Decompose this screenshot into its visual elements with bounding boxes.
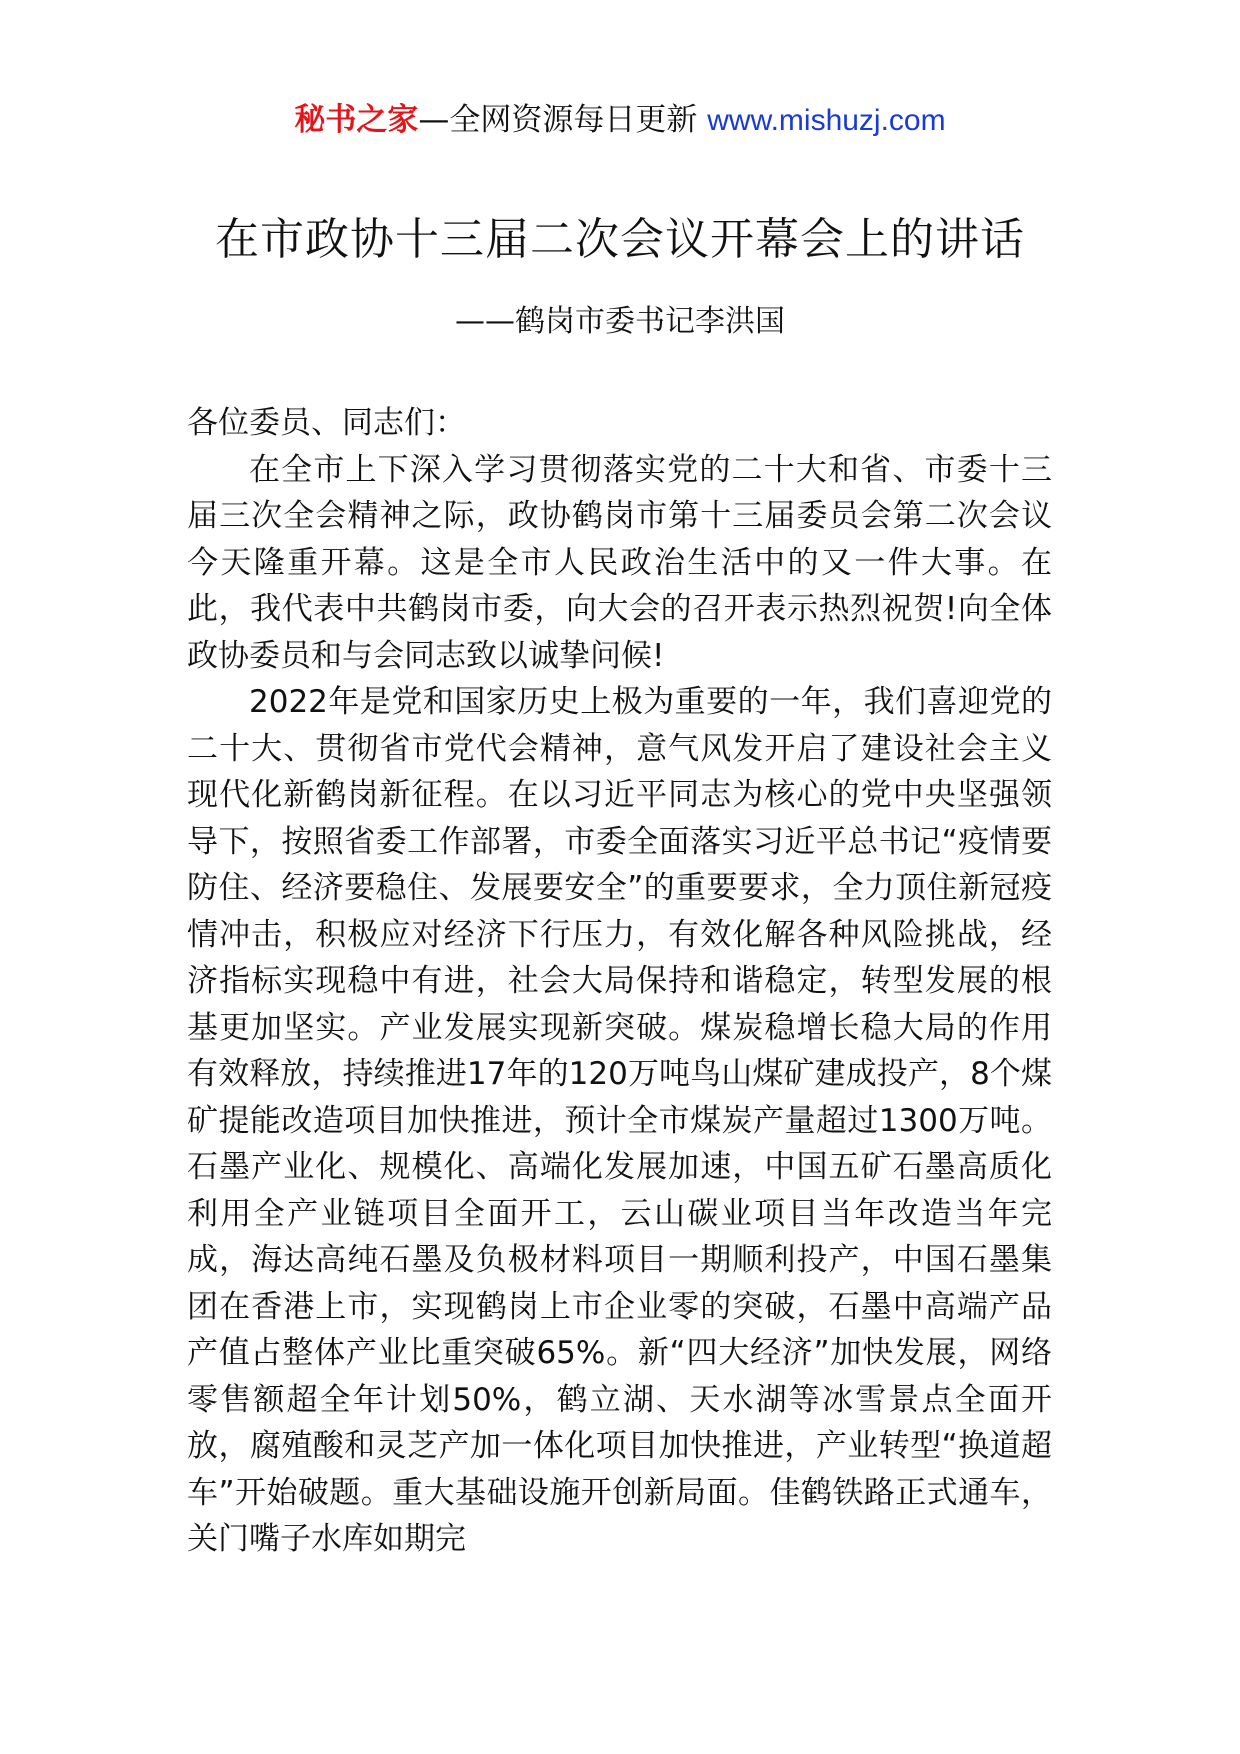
salutation: 各位委员、同志们： [187, 405, 466, 441]
paragraph: 在全市上下深入学习贯彻落实党的二十大和省、市委十三届三次全会精神之际，政协鹤岗市第十三届委员会第二次会议今天隆重开幕。这是全市人民政治生活中的又一件大事。在此，我代表中共鹤岗市委，向大会的召开表示热烈祝贺!向全体政协委员和与会同志致以诚挚问候! [187, 451, 1052, 674]
site-slogan: —全网资源每日更新 [418, 102, 708, 138]
paragraph: 2022年是党和国家历史上极为重要的一年，我们喜迎党的二十大、贯彻省市党代会精神，意气风发开启了建设社会主义现代化新鹤岗新征程。在以习近平同志为核心的党中央坚强领导下，按照省委工作部署，市委全面落实习近平总书记“疫情要防住、经济要稳住、发展要安全”的重要要求，全力顶住新冠疫情冲击，积极应对经济下行压力，有效化解各种风险挑战，经济指标实现稳中有进，社会大局保持和谐稳定，转型发展的根基更加坚实。产业发展实现新突破。煤炭稳增长稳大局的作用有效释放，持续推进17年的120万吨鸟山煤矿建成投产，8个煤矿提能改造项目加快推进，预计全市煤炭产量超过1300万吨。石墨产业化、规模化、高端化发展加速，中国五矿石墨高质化利用全产业链项目全面开工，云山碳业项目当年改造当年完成，海达高纯石墨及负极材料项目一期顺利投产，中国石墨集团在香港上市，实现鹤岗上市企业零的突破，石墨中高端产品产值占整体产业比重突破65%。新“四大经济”加快发展，网络零售额超全年计划50%，鹤立湖、天水湖等冰雪景点全面开放，腐殖酸和灵芝产加一体化项目加快推进，产业转型“换道超车”开始破题。重大基础设施开创新局面。佳鹤铁路正式通车，关门嘴子水库如期完 [187, 684, 1052, 1557]
brand-name: 秘书之家 [294, 102, 419, 138]
site-url-link[interactable]: www.mishuzj.com [707, 104, 946, 137]
site-banner [0, 98, 1240, 143]
document-title: 在市政协十三届二次会议开幕会上的讲话 [215, 214, 1025, 265]
document-body [187, 400, 1052, 1563]
document-subtitle: ——鹤岗市委书记李洪国 [455, 304, 785, 339]
